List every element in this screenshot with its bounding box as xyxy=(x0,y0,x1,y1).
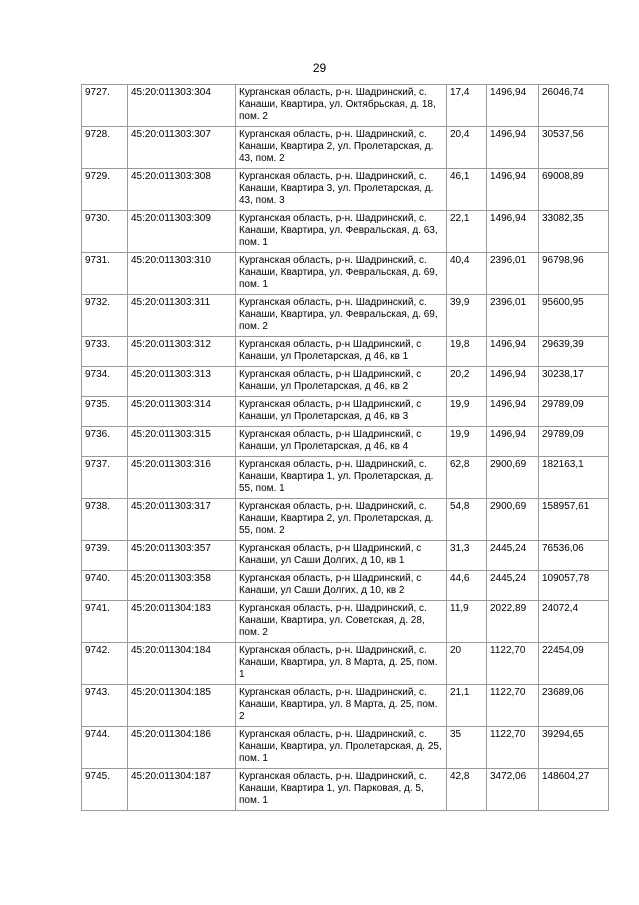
table-row xyxy=(82,337,609,367)
cell-unit-price: 1496,94 xyxy=(487,367,539,397)
cell-cadastral-number: 45:20:011303:310 xyxy=(128,253,236,295)
cell-area: 39,9 xyxy=(447,295,487,337)
cell-cadastral-number: 45:20:011303:316 xyxy=(128,457,236,499)
cell-address: Курганская область, р-н Шадринский, с Канаши, ул Пролетарская, д 46, кв 4 xyxy=(236,427,447,457)
cell-address: Курганская область, р-н Шадринский, с Канаши, ул Пролетарская, д 46, кв 3 xyxy=(236,397,447,427)
table-row xyxy=(82,367,609,397)
cell-cadastral-value: 148604,27 xyxy=(539,769,609,811)
cell-area: 44,6 xyxy=(447,571,487,601)
cell-row-number: 9734. xyxy=(82,367,128,397)
cell-row-number: 9744. xyxy=(82,727,128,769)
table-row xyxy=(82,253,609,295)
cell-cadastral-value: 30537,56 xyxy=(539,127,609,169)
cell-area: 31,3 xyxy=(447,541,487,571)
cell-address: Курганская область, р-н. Шадринский, с. Канаши, Квартира, ул. Февральская, д. 69, пом. 1 xyxy=(236,253,447,295)
cell-cadastral-number: 45:20:011303:304 xyxy=(128,85,236,127)
cell-cadastral-number: 45:20:011303:314 xyxy=(128,397,236,427)
cell-cadastral-number: 45:20:011303:312 xyxy=(128,337,236,367)
cell-unit-price: 1496,94 xyxy=(487,397,539,427)
cell-row-number: 9745. xyxy=(82,769,128,811)
table-row xyxy=(82,397,609,427)
table-row xyxy=(82,499,609,541)
cell-address: Курганская область, р-н. Шадринский, с. Канаши, Квартира 1, ул. Пролетарская, д. 55, пом. 1 xyxy=(236,457,447,499)
cell-unit-price: 1122,70 xyxy=(487,727,539,769)
cell-cadastral-number: 45:20:011303:308 xyxy=(128,169,236,211)
cell-area: 62,8 xyxy=(447,457,487,499)
table-row xyxy=(82,211,609,253)
table-row xyxy=(82,427,609,457)
cell-area: 42,8 xyxy=(447,769,487,811)
cell-address: Курганская область, р-н. Шадринский, с. Канаши, Квартира 2, ул. Пролетарская, д. 43, пом. 2 xyxy=(236,127,447,169)
cell-row-number: 9739. xyxy=(82,541,128,571)
cell-unit-price: 2900,69 xyxy=(487,457,539,499)
table-row xyxy=(82,541,609,571)
cell-cadastral-value: 29789,09 xyxy=(539,397,609,427)
cell-row-number: 9741. xyxy=(82,601,128,643)
cell-address: Курганская область, р-н Шадринский, с Канаши, ул Саши Долгих, д 10, кв 1 xyxy=(236,541,447,571)
cell-unit-price: 2445,24 xyxy=(487,541,539,571)
cell-unit-price: 1122,70 xyxy=(487,685,539,727)
cell-area: 54,8 xyxy=(447,499,487,541)
cell-address: Курганская область, р-н. Шадринский, с. Канаши, Квартира, ул. 8 Марта, д. 25, пом. 2 xyxy=(236,685,447,727)
cell-cadastral-value: 96798,96 xyxy=(539,253,609,295)
table-row xyxy=(82,85,609,127)
table-row xyxy=(82,571,609,601)
cell-cadastral-number: 45:20:011303:317 xyxy=(128,499,236,541)
cell-cadastral-number: 45:20:011303:307 xyxy=(128,127,236,169)
table-row xyxy=(82,727,609,769)
table-row xyxy=(82,685,609,727)
cell-cadastral-number: 45:20:011303:358 xyxy=(128,571,236,601)
cell-row-number: 9728. xyxy=(82,127,128,169)
cell-cadastral-number: 45:20:011304:185 xyxy=(128,685,236,727)
cell-cadastral-value: 22454,09 xyxy=(539,643,609,685)
cell-row-number: 9731. xyxy=(82,253,128,295)
cell-unit-price: 2022,89 xyxy=(487,601,539,643)
table-row xyxy=(82,169,609,211)
cell-row-number: 9730. xyxy=(82,211,128,253)
table-body xyxy=(82,85,609,811)
cell-address: Курганская область, р-н. Шадринский, с. Канаши, Квартира 2, ул. Пролетарская, д. 55, пом. 2 xyxy=(236,499,447,541)
cell-cadastral-value: 76536,06 xyxy=(539,541,609,571)
cell-area: 17,4 xyxy=(447,85,487,127)
cell-address: Курганская область, р-н. Шадринский, с. Канаши, Квартира 3, ул. Пролетарская, д. 43, пом. 3 xyxy=(236,169,447,211)
cell-cadastral-value: 109057,78 xyxy=(539,571,609,601)
cell-row-number: 9738. xyxy=(82,499,128,541)
table-row xyxy=(82,457,609,499)
cell-row-number: 9742. xyxy=(82,643,128,685)
cell-address: Курганская область, р-н. Шадринский, с. Канаши, Квартира 1, ул. Парковая, д. 5, пом. 1 xyxy=(236,769,447,811)
table-row xyxy=(82,295,609,337)
cell-cadastral-value: 182163,1 xyxy=(539,457,609,499)
cell-cadastral-number: 45:20:011303:311 xyxy=(128,295,236,337)
cell-address: Курганская область, р-н Шадринский, с Канаши, ул Пролетарская, д 46, кв 1 xyxy=(236,337,447,367)
cell-area: 40,4 xyxy=(447,253,487,295)
cell-cadastral-number: 45:20:011304:184 xyxy=(128,643,236,685)
cell-area: 21,1 xyxy=(447,685,487,727)
cell-cadastral-value: 23689,06 xyxy=(539,685,609,727)
cell-cadastral-value: 30238,17 xyxy=(539,367,609,397)
cell-cadastral-number: 45:20:011304:187 xyxy=(128,769,236,811)
cell-row-number: 9740. xyxy=(82,571,128,601)
cell-unit-price: 1496,94 xyxy=(487,211,539,253)
cell-area: 19,9 xyxy=(447,397,487,427)
cell-cadastral-value: 33082,35 xyxy=(539,211,609,253)
table-row xyxy=(82,643,609,685)
cell-address: Курганская область, р-н. Шадринский, с. Канаши, Квартира, ул. Пролетарская, д. 25, пом. 1 xyxy=(236,727,447,769)
cell-address: Курганская область, р-н. Шадринский, с. Канаши, Квартира, ул. Февральская, д. 69, пом. 2 xyxy=(236,295,447,337)
cell-unit-price: 1496,94 xyxy=(487,427,539,457)
cell-unit-price: 2396,01 xyxy=(487,295,539,337)
table-row xyxy=(82,769,609,811)
cell-unit-price: 1496,94 xyxy=(487,85,539,127)
cell-cadastral-number: 45:20:011303:357 xyxy=(128,541,236,571)
cell-area: 20,4 xyxy=(447,127,487,169)
cell-address: Курганская область, р-н. Шадринский, с. Канаши, Квартира, ул. Октябрьская, д. 18, пом. 2 xyxy=(236,85,447,127)
cell-area: 19,8 xyxy=(447,337,487,367)
table-row xyxy=(82,601,609,643)
cell-unit-price: 2396,01 xyxy=(487,253,539,295)
cell-cadastral-value: 95600,95 xyxy=(539,295,609,337)
cell-cadastral-value: 39294,65 xyxy=(539,727,609,769)
cell-cadastral-number: 45:20:011303:313 xyxy=(128,367,236,397)
cell-cadastral-value: 29789,09 xyxy=(539,427,609,457)
cell-address: Курганская область, р-н Шадринский, с Канаши, ул Саши Долгих, д 10, кв 2 xyxy=(236,571,447,601)
cell-area: 46,1 xyxy=(447,169,487,211)
cell-cadastral-number: 45:20:011303:315 xyxy=(128,427,236,457)
cell-cadastral-value: 158957,61 xyxy=(539,499,609,541)
cell-address: Курганская область, р-н Шадринский, с Канаши, ул Пролетарская, д 46, кв 2 xyxy=(236,367,447,397)
table-row xyxy=(82,127,609,169)
cell-unit-price: 2900,69 xyxy=(487,499,539,541)
cell-row-number: 9732. xyxy=(82,295,128,337)
cell-cadastral-value: 26046,74 xyxy=(539,85,609,127)
cell-unit-price: 1496,94 xyxy=(487,337,539,367)
cell-area: 20,2 xyxy=(447,367,487,397)
cell-row-number: 9736. xyxy=(82,427,128,457)
cell-cadastral-number: 45:20:011303:309 xyxy=(128,211,236,253)
page-number: 29 xyxy=(312,61,327,75)
cell-cadastral-value: 29639,39 xyxy=(539,337,609,367)
cell-area: 19,9 xyxy=(447,427,487,457)
registry-table xyxy=(81,84,609,811)
cell-area: 22,1 xyxy=(447,211,487,253)
cell-row-number: 9735. xyxy=(82,397,128,427)
cell-row-number: 9729. xyxy=(82,169,128,211)
cell-area: 11,9 xyxy=(447,601,487,643)
cell-row-number: 9743. xyxy=(82,685,128,727)
cell-address: Курганская область, р-н. Шадринский, с. Канаши, Квартира, ул. Февральская, д. 63, пом. 1 xyxy=(236,211,447,253)
cell-row-number: 9727. xyxy=(82,85,128,127)
cell-unit-price: 2445,24 xyxy=(487,571,539,601)
cell-unit-price: 1496,94 xyxy=(487,169,539,211)
cell-address: Курганская область, р-н. Шадринский, с. Канаши, Квартира, ул. 8 Марта, д. 25, пом. 1 xyxy=(236,643,447,685)
cell-unit-price: 1496,94 xyxy=(487,127,539,169)
cell-cadastral-number: 45:20:011304:183 xyxy=(128,601,236,643)
cell-unit-price: 1122,70 xyxy=(487,643,539,685)
cell-cadastral-value: 69008,89 xyxy=(539,169,609,211)
cell-cadastral-value: 24072,4 xyxy=(539,601,609,643)
cell-area: 35 xyxy=(447,727,487,769)
cell-unit-price: 3472,06 xyxy=(487,769,539,811)
cell-cadastral-number: 45:20:011304:186 xyxy=(128,727,236,769)
cell-row-number: 9737. xyxy=(82,457,128,499)
cell-address: Курганская область, р-н. Шадринский, с. Канаши, Квартира, ул. Советская, д. 28, пом. 2 xyxy=(236,601,447,643)
cell-row-number: 9733. xyxy=(82,337,128,367)
cell-area: 20 xyxy=(447,643,487,685)
